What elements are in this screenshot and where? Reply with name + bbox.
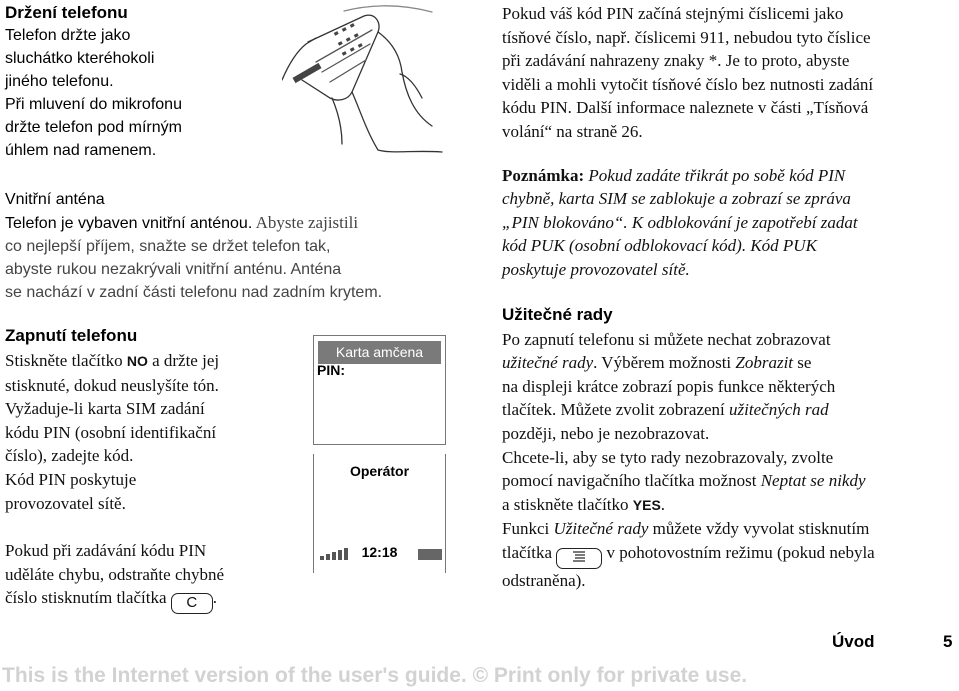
pin-error-line-1: Pokud při zadávání kódu PIN <box>5 541 207 561</box>
screen-pin-label: PIN: <box>317 362 345 378</box>
battery-icon <box>418 549 442 560</box>
holding-line-3: jiného telefonu. <box>5 73 114 90</box>
antenna-line-4: se nachází v zadní části telefonu nad zadním krytem. <box>5 284 383 301</box>
pin-emergency-line-1: Pokud váš kód PIN začíná stejnými číslicemi jako <box>502 4 844 23</box>
note-text-4: kód PUK (osobní odblokovací kód). Kód PUK <box>502 236 817 256</box>
pin-emergency-line-6: volání“ na straně 26. <box>502 121 643 141</box>
tips-line-2 <box>502 351 957 375</box>
turnon-line-7: provozovatel sítě. <box>5 493 126 513</box>
turnon-line-4: kódu PIN (osobní identifikační <box>5 422 217 442</box>
antenna-line-1b: Abyste zajistili <box>252 213 359 232</box>
yes-key-label: YES <box>632 496 661 513</box>
tips-line-10 <box>502 541 957 569</box>
turnon-line-6: Kód PIN poskytuje <box>5 469 137 489</box>
pin-emergency-line-5: kódu PIN. Další informace naleznete v části „Tísňová <box>502 98 869 118</box>
tips-line-6: Chcete-li, aby se tyto rady nezobrazovaly, zvolte <box>502 447 834 467</box>
menu-key-icon <box>556 548 602 569</box>
tips-text-7: pomocí navigačního tlačítka možnost <box>502 471 761 491</box>
phone-screen-mockup <box>313 335 446 573</box>
tips-line-1: Po zapnutí telefonu si můžete nechat zobrazovat <box>502 329 831 349</box>
pin-error-line-3 <box>5 586 305 614</box>
note-line-5 <box>502 258 957 282</box>
tips-text-8: a stiskněte tlačítko <box>502 494 633 514</box>
note-line-1 <box>502 164 957 188</box>
antenna-line-2: co nejlepší příjem, snažte se držet telefon tak, <box>5 238 331 255</box>
antenna-line-1a: Telefon je vybaven vnitřní anténou. <box>5 215 253 232</box>
phone-at-ear-illustration <box>282 2 447 162</box>
turnon-text-2: a držte jej <box>147 351 220 370</box>
note-line-2 <box>502 187 957 211</box>
tips-em-1: užitečné rady <box>502 353 594 373</box>
note-line-4 <box>502 234 957 258</box>
footer-watermark: This is the Internet version of the user's guide. © Print only for private use. <box>2 664 748 687</box>
tips-line-11: odstraněna). <box>502 570 586 590</box>
tips-text-10b: v pohotovostním režimu (pokud nebyla <box>602 542 875 562</box>
tips-line-4 <box>502 398 957 422</box>
tips-line-8 <box>502 493 957 518</box>
screen-clock: 12:18 <box>361 544 398 560</box>
turnon-line-1 <box>5 349 305 374</box>
turnon-line-2: stisknuté, dokud neuslyšíte tón. <box>5 375 219 395</box>
note-text: Pokud zadáte třikrát po sobě kód PIN <box>584 165 846 185</box>
tips-text-2b: se <box>793 353 812 373</box>
turnon-line-5: číslo), zadejte kód. <box>5 446 134 466</box>
holding-line-5: držte telefon pod mírným <box>5 119 182 136</box>
tips-em-7: Neptat se nikdy <box>760 471 866 491</box>
tips-text-2: . Výběrem možnosti <box>593 353 736 373</box>
tips-text-9: Funkci <box>502 519 554 539</box>
note-text-3: „PIN blokováno“. K odblokování je zapotřebí zadat <box>502 212 858 232</box>
left-column-lower <box>5 325 305 614</box>
antenna-line-1 <box>5 211 455 235</box>
holding-line-1: Telefon držte jako <box>5 27 131 44</box>
tips-line-7 <box>502 469 957 493</box>
pin-error-line-2: uděláte chybu, odstraňte chybné <box>5 564 225 584</box>
holding-line-2: sluchátko kteréhokoli <box>5 50 155 67</box>
pin-emergency-line-3: při zadávání nahrazeny znaky *. Je to proto, abyste <box>502 51 850 71</box>
pin-error-text: číslo stisknutím tlačítka <box>5 588 171 608</box>
tips-line-9 <box>502 517 957 541</box>
heading-holding-phone: Držení telefonu <box>5 3 128 22</box>
note-line-3 <box>502 211 957 235</box>
heading-turn-on: Zapnutí telefonu <box>5 326 138 345</box>
screen-standby <box>313 454 446 573</box>
tips-em-9: Užitečné rady <box>553 519 649 539</box>
note-text-2: chybně, karta SIM se zablokuje a zobrazí se zpráva <box>502 189 851 209</box>
tips-text-9b: můžete vždy vyvolat stisknutím <box>648 519 870 539</box>
page-section-name: Úvod <box>832 632 875 651</box>
pin-emergency-line-4: viděli a mohli vytočit tísňové číslo bez nutnosti zadání <box>502 74 874 94</box>
screen-operator-name: Operátor <box>349 463 410 479</box>
note-label: Poznámka: <box>502 165 585 185</box>
tips-text-8b: . <box>660 494 666 514</box>
turnon-line-3: Vyžaduje-li karta SIM zadání <box>5 399 205 419</box>
page-number: 5 <box>943 632 953 651</box>
note-text-5: poskytuje provozovatel sítě. <box>502 259 690 279</box>
pin-emergency-line-2: tísňové číslo, např. číslicemi 911, nebudou tyto číslice <box>502 27 871 47</box>
tips-text-10: tlačítka <box>502 542 557 562</box>
antenna-line-3: abyste rukou nezakrývali vnitřní anténu. Anténa <box>5 261 342 278</box>
tips-line-3: na displeji krátce zobrazí popis funkce některých <box>502 376 836 396</box>
c-key-icon: C <box>171 593 213 614</box>
holding-line-6: úhlem nad ramenem. <box>5 142 157 159</box>
heading-internal-antenna: Vnitřní anténa <box>5 191 105 208</box>
pin-error-period: . <box>212 588 217 608</box>
tips-em-4: užitečných rad <box>729 400 829 420</box>
screen-header-bar: Karta amčena <box>318 341 441 364</box>
turnon-text: Stiskněte tlačítko <box>5 351 127 370</box>
screen-pin-entry <box>313 335 446 445</box>
tips-line-5: později, nebo je nezobrazovat. <box>502 423 710 443</box>
right-column <box>502 2 957 592</box>
holding-line-4: Při mluvení do mikrofonu <box>5 96 182 113</box>
tips-text-4: tlačítek. Můžete zvolit zobrazení <box>502 400 730 420</box>
no-key-label: NO <box>126 353 148 369</box>
heading-useful-tips: Užitečné rady <box>502 304 613 324</box>
tips-em-2: Zobrazit <box>735 353 794 373</box>
